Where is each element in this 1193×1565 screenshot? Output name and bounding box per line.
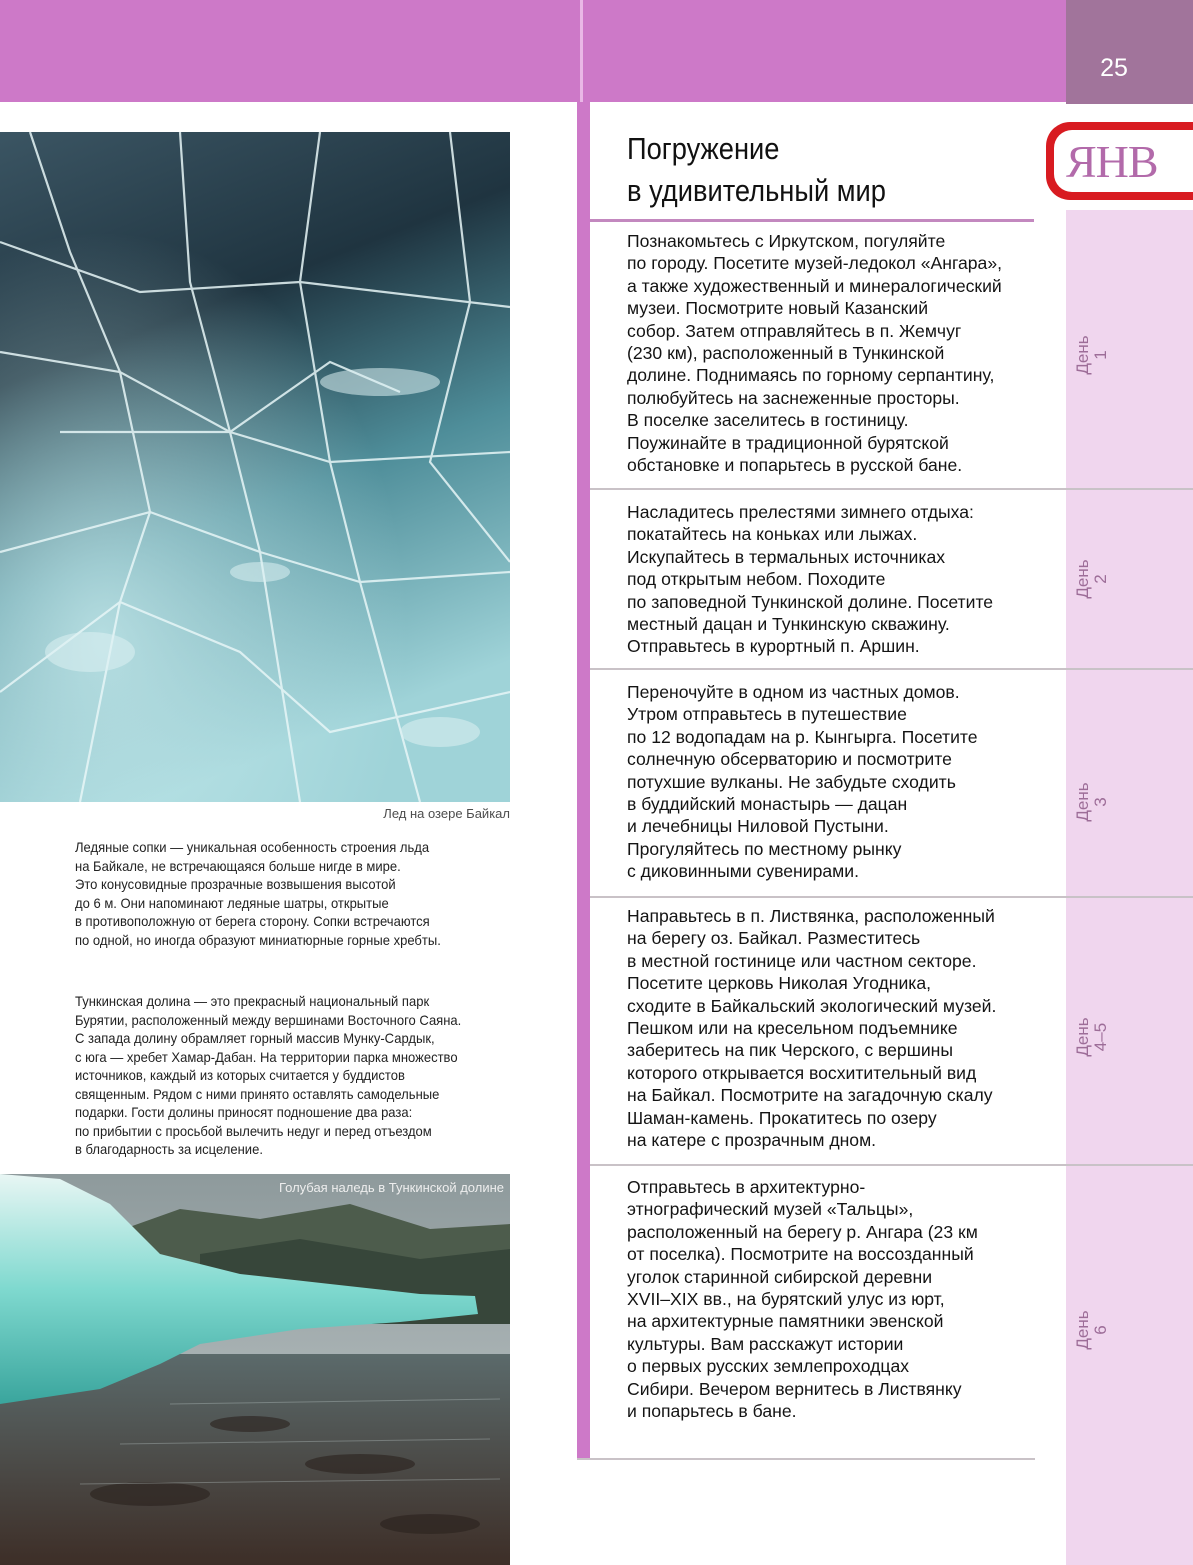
naled-photo-caption: Голубая наледь в Тункинской долине <box>278 1180 504 1195</box>
day-rule-2 <box>590 668 1193 670</box>
ice-hills-paragraph: Ледяные сопки — уникальная особенность строения льда на Байкале, не встречающаяся больше нигде в мире. Это конусовидные прозрачные возвышения высотой до 6 м. Они напоминают ледяные шатры, открытые в противоположную от берега сторону. Сопки встречаются по одной, но иногда образуют миниатюрные горные хребты. <box>75 839 441 948</box>
day-rule-1 <box>590 488 1193 490</box>
tunka-valley-paragraph: Тункинская долина — это прекрасный национальный парк Бурятии, расположенный между вершинами Восточного Саяна. С запада долину обрамляет горный массив Мунку-Сардык, с юга — хребет Хамар-Дабан. На территории парка множество источников, каждый из которых считается у буддистов священным. Рядом с ними принято оставлять самодельные подарки. Гости долины приносят подношение два раза: по прибытии с просьбой вылечить недуг и перед отъездом в благодарность за исцеление. <box>75 993 462 1157</box>
header-band-right <box>590 0 1066 102</box>
day-1-label: День 1 <box>1073 335 1110 375</box>
center-divider-highlight <box>580 0 583 102</box>
day-2-label: День 2 <box>1073 559 1110 599</box>
month-label: ЯНВ <box>1066 136 1158 187</box>
day-rule-4 <box>590 1164 1193 1166</box>
title-rule <box>590 219 1034 222</box>
day-2-text: Насладитесь прелестями зимнего отдыха: покатайтесь на коньках или лыжах. Искупайтесь в термальных источниках под открытым небом. Походите по заповедной Тункинской долине. Посетите местный дацан и Тункинскую скважину. Отправьтесь в курортный п. Аршин. <box>627 502 994 657</box>
title-line-1: Погружение <box>627 131 780 166</box>
title-line-2: в удивительный мир <box>627 173 886 208</box>
day-4-5-text: Направьтесь в п. Листвянка, расположенный на берегу оз. Байкал. Разместитесь в местной гостинице или частном секторе. Посетите церковь Николая Угодника, сходите в Байкальский экологический музей. Пешком или на кресельном подъемнике заберитесь на пик Черского, с вершины которого открывается восхитительный вид на Байкал. Посмотрите на загадочную скалу Шаман-камень. Прокатитесь по озеру на катере с прозрачным дном. <box>627 906 997 1151</box>
day-3-label: День 3 <box>1073 782 1110 822</box>
baikal-ice-photo <box>0 132 510 802</box>
blue-naled-photo <box>0 1174 510 1565</box>
day-4-5-label: День 4–5 <box>1073 1017 1110 1057</box>
day-6-text: Отправьтесь в архитектурно- этнографический музей «Тальцы», расположенный на берегу р. Ангара (23 км от поселка). Посмотрите на воссозданный уголок старинной сибирской деревни XVII–XIX вв., на бурятский улус из юрт, на архитектурные памятники эвенской культуры. Вам расскажут истории о первых русских землепроходцах Сибири. Вечером вернитесь в Листвянку и попарьтесь в бане. <box>627 1177 978 1422</box>
bottom-rule <box>577 1458 1035 1460</box>
page-number: 25 <box>1100 54 1128 82</box>
page-title <box>627 128 997 212</box>
page-number-tab <box>1066 0 1193 104</box>
day-6-label: День 6 <box>1073 1310 1110 1350</box>
header-band-left <box>0 0 577 102</box>
day-column <box>1066 210 1193 1565</box>
day-rule-3 <box>590 896 1193 898</box>
ice-photo-caption: Лед на озере Байкал <box>383 806 510 821</box>
center-divider <box>577 0 590 1460</box>
day-3-text: Переночуйте в одном из частных домов. Утром отправьтесь в путешествие по 12 водопадам на р. Кынгырга. Посетите солнечную обсерваторию и посмотрите потухшие вулканы. Не забудьте сходить в буддийский монастырь — дацан и лечебницы Ниловой Пустыни. Прогуляйтесь по местному рынку с диковинными сувенирами. <box>627 682 978 882</box>
day-1-text: Познакомьтесь с Иркутском, погуляйте по городу. Посетите музей-ледокол «Ангара», а также художественный и минералогический музеи. Посмотрите новый Казанский собор. Затем отправляйтесь в п. Жемчуг (230 км), расположенный в Тункинской долине. Поднимаясь по горному серпантину, полюбуйтесь на заснеженные просторы. В поселке заселитесь в гостиницу. Поужинайте в традиционной бурятской обстановке и попарьтесь в русской бане. <box>627 231 1003 476</box>
